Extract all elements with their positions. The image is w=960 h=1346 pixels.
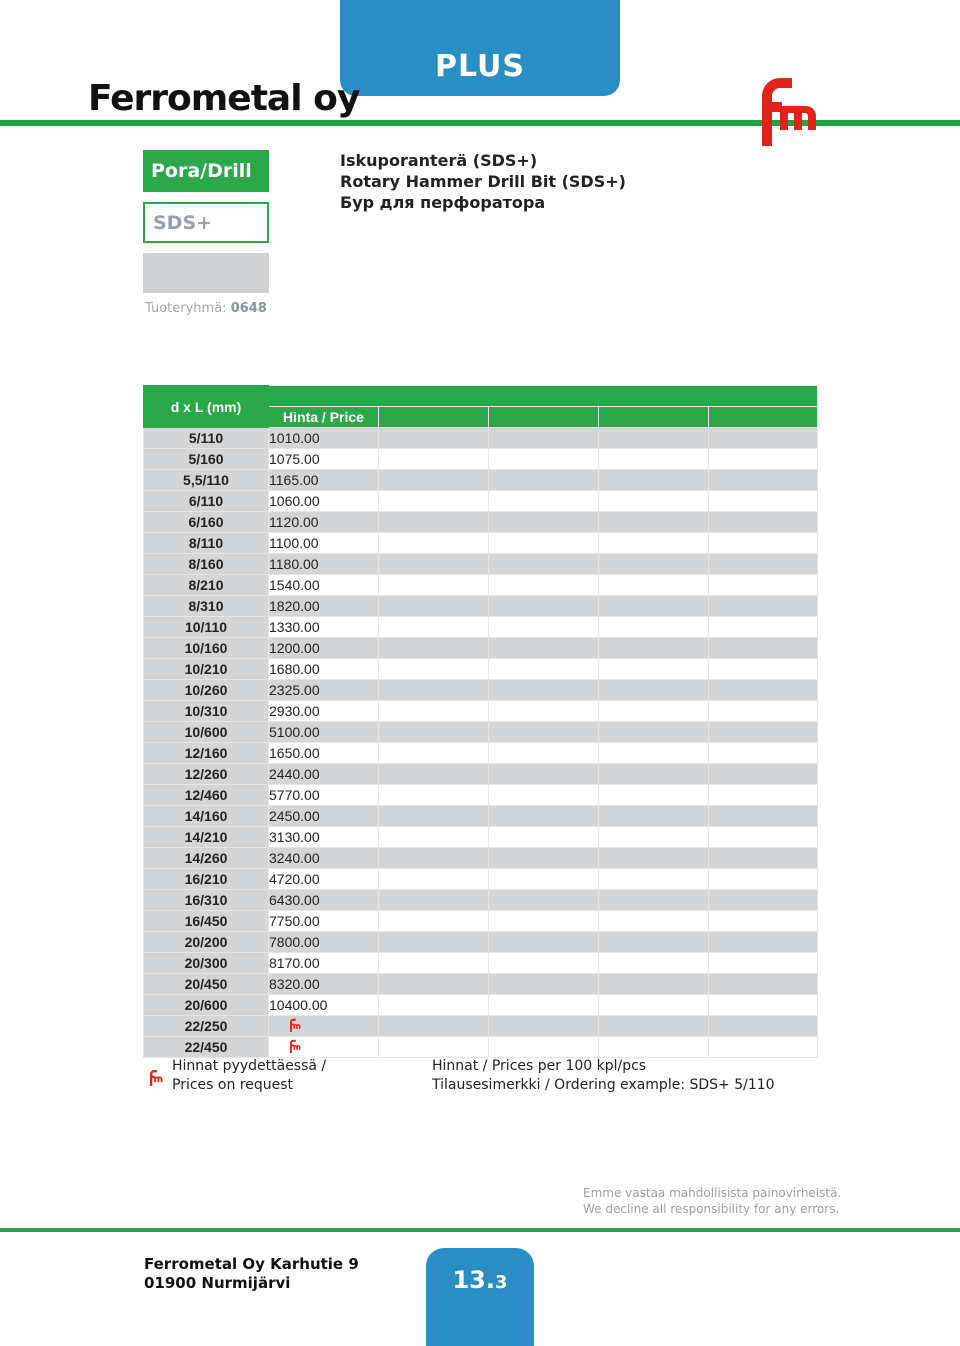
empty-cell (489, 869, 599, 890)
empty-cell (379, 428, 489, 449)
empty-cell (379, 848, 489, 869)
price-cell: 1120.00 (269, 512, 379, 533)
empty-cell (709, 869, 818, 890)
empty-cell (489, 554, 599, 575)
fm-small-icon (149, 1069, 163, 1086)
dimension-cell: 20/600 (144, 995, 269, 1016)
empty-cell (599, 449, 709, 470)
fm-small-icon (289, 1039, 301, 1056)
address-line1: Ferrometal Oy Karhutie 9 (144, 1255, 359, 1273)
price-cell: 1165.00 (269, 470, 379, 491)
empty-cell (709, 995, 818, 1016)
empty-cell (489, 764, 599, 785)
table-row (144, 911, 818, 932)
empty-cell (379, 764, 489, 785)
price-cell: 1200.00 (269, 638, 379, 659)
dimension-cell: 5/160 (144, 449, 269, 470)
dimension-header: d x L (mm) (144, 386, 269, 428)
category-label: Pora/Drill (143, 150, 269, 192)
table-row (144, 659, 818, 680)
price-table (143, 385, 818, 1058)
empty-cell (489, 470, 599, 491)
table-row (144, 869, 818, 890)
empty-cell (709, 638, 818, 659)
dimension-cell: 14/210 (144, 827, 269, 848)
empty-cell (489, 785, 599, 806)
table-row (144, 722, 818, 743)
empty-cell (709, 533, 818, 554)
empty-cell (709, 827, 818, 848)
price-cell: 1680.00 (269, 659, 379, 680)
price-cell: 6430.00 (269, 890, 379, 911)
empty-cell (709, 1016, 818, 1037)
dimension-cell: 16/450 (144, 911, 269, 932)
empty-cell (709, 848, 818, 869)
empty-cell (709, 932, 818, 953)
empty-cell (379, 596, 489, 617)
empty-cell (489, 974, 599, 995)
price-header: Hinta / Price (269, 407, 379, 428)
empty-cell (379, 806, 489, 827)
dimension-cell: 12/160 (144, 743, 269, 764)
empty-cell (599, 953, 709, 974)
empty-cell (599, 470, 709, 491)
dimension-cell: 10/210 (144, 659, 269, 680)
empty-cell (599, 701, 709, 722)
empty-cell (709, 659, 818, 680)
price-cell: 1330.00 (269, 617, 379, 638)
ordering-example-note: Tilausesimerkki / Ordering example: SDS+ 5/110 (432, 1077, 775, 1093)
empty-cell (599, 827, 709, 848)
empty-cell (709, 596, 818, 617)
empty-cell (489, 1037, 599, 1058)
dimension-cell: 22/450 (144, 1037, 269, 1058)
empty-cell (599, 533, 709, 554)
table-row (144, 449, 818, 470)
price-cell: 8170.00 (269, 953, 379, 974)
table-row (144, 470, 818, 491)
empty-cell (599, 638, 709, 659)
empty-cell (599, 764, 709, 785)
empty-cell (379, 1016, 489, 1037)
empty-cell (709, 743, 818, 764)
table-row (144, 512, 818, 533)
empty-cell (489, 575, 599, 596)
empty-cell (709, 974, 818, 995)
empty-cell (379, 995, 489, 1016)
empty-cell (709, 449, 818, 470)
price-request-note (172, 1057, 326, 1095)
page-number-tab (426, 1248, 534, 1346)
table-row (144, 1016, 818, 1037)
price-cell: 5770.00 (269, 785, 379, 806)
empty-cell (599, 596, 709, 617)
price-cell: 2325.00 (269, 680, 379, 701)
empty-cell (599, 806, 709, 827)
empty-cell (709, 785, 818, 806)
empty-cell (599, 617, 709, 638)
empty-cell (379, 890, 489, 911)
dimension-cell: 10/110 (144, 617, 269, 638)
empty-cell (599, 995, 709, 1016)
disclaimer-english: We decline all responsibility for any errors. (583, 1202, 840, 1216)
table-row (144, 1037, 818, 1058)
price-cell: 5100.00 (269, 722, 379, 743)
dimension-cell: 20/200 (144, 932, 269, 953)
price-cell: 7750.00 (269, 911, 379, 932)
dimension-cell: 20/450 (144, 974, 269, 995)
empty-cell (489, 827, 599, 848)
product-group-value: 0648 (230, 301, 267, 316)
plus-tab (340, 0, 620, 96)
empty-cell (379, 512, 489, 533)
address-line2: 01900 Nurmijärvi (144, 1274, 291, 1292)
table-row (144, 953, 818, 974)
empty-cell (709, 491, 818, 512)
empty-cell (379, 932, 489, 953)
table-row (144, 617, 818, 638)
price-cell: 1540.00 (269, 575, 379, 596)
empty-cell (489, 890, 599, 911)
fm-small-icon (289, 1018, 301, 1035)
empty-cell (709, 953, 818, 974)
empty-cell (709, 806, 818, 827)
empty-cell (599, 659, 709, 680)
empty-cell (379, 533, 489, 554)
price-cell: 2930.00 (269, 701, 379, 722)
empty-cell (379, 722, 489, 743)
empty-cell (379, 785, 489, 806)
empty-cell (599, 890, 709, 911)
product-group (145, 301, 267, 316)
price-cell: 10400.00 (269, 995, 379, 1016)
dimension-cell: 12/260 (144, 764, 269, 785)
price-request-line1: Hinnat pyydettäessä / (172, 1058, 327, 1074)
empty-cell (489, 806, 599, 827)
empty-cell (489, 533, 599, 554)
empty-cell (709, 512, 818, 533)
dimension-cell: 6/160 (144, 512, 269, 533)
empty-cell (379, 953, 489, 974)
table-row (144, 575, 818, 596)
table-row (144, 848, 818, 869)
dimension-cell: 10/160 (144, 638, 269, 659)
price-on-request-cell (269, 1016, 379, 1037)
empty-cell (709, 764, 818, 785)
price-cell: 4720.00 (269, 869, 379, 890)
empty-cell (379, 470, 489, 491)
price-cell: 7800.00 (269, 932, 379, 953)
dimension-cell: 8/210 (144, 575, 269, 596)
title-finnish: Iskuporanterä (SDS+) (340, 151, 538, 170)
dimension-cell: 14/260 (144, 848, 269, 869)
dimension-cell: 16/210 (144, 869, 269, 890)
empty-cell (599, 911, 709, 932)
title-russian: Бур для перфоратора (340, 193, 546, 212)
empty-cell (379, 911, 489, 932)
table-row (144, 533, 818, 554)
price-cell: 1820.00 (269, 596, 379, 617)
empty-cell (599, 932, 709, 953)
empty-cell (709, 680, 818, 701)
empty-cell (709, 575, 818, 596)
grey-placeholder-block (143, 253, 269, 293)
table-row (144, 827, 818, 848)
pricing-info-note (432, 1057, 775, 1095)
table-row (144, 785, 818, 806)
empty-cell (489, 953, 599, 974)
price-cell: 1100.00 (269, 533, 379, 554)
empty-cell (489, 638, 599, 659)
empty-cell (709, 1037, 818, 1058)
empty-cell (379, 617, 489, 638)
plus-label: PLUS (434, 49, 525, 84)
empty-cell (489, 512, 599, 533)
price-request-line2: Prices on request (172, 1077, 294, 1093)
dimension-cell: 20/300 (144, 953, 269, 974)
table-row (144, 638, 818, 659)
empty-cell (379, 827, 489, 848)
table-row (144, 932, 818, 953)
price-cell: 1060.00 (269, 491, 379, 512)
table-row (144, 974, 818, 995)
empty-cell (599, 785, 709, 806)
company-address (144, 1255, 359, 1293)
empty-cell (489, 449, 599, 470)
table-row (144, 428, 818, 449)
empty-cell (599, 491, 709, 512)
footer-divider (0, 1228, 960, 1232)
empty-cell (709, 701, 818, 722)
empty-cell (599, 512, 709, 533)
price-cell: 2450.00 (269, 806, 379, 827)
price-cell: 2440.00 (269, 764, 379, 785)
dimension-cell: 8/110 (144, 533, 269, 554)
price-on-request-cell (269, 1037, 379, 1058)
dimension-cell: 5/110 (144, 428, 269, 449)
empty-cell (709, 722, 818, 743)
empty-cell (599, 722, 709, 743)
dimension-cell: 5,5/110 (144, 470, 269, 491)
disclaimer (583, 1185, 841, 1217)
empty-cell (489, 596, 599, 617)
product-titles (340, 150, 626, 213)
dimension-cell: 14/160 (144, 806, 269, 827)
empty-cell (599, 1037, 709, 1058)
empty-cell (709, 428, 818, 449)
prices-per-note: Hinnat / Prices per 100 kpl/pcs (432, 1058, 647, 1074)
empty-cell (599, 554, 709, 575)
empty-cell (379, 680, 489, 701)
empty-cell (489, 911, 599, 932)
empty-cell (379, 974, 489, 995)
empty-cell (489, 701, 599, 722)
table-row (144, 764, 818, 785)
empty-cell (599, 848, 709, 869)
price-cell: 1650.00 (269, 743, 379, 764)
empty-cell (489, 1016, 599, 1037)
empty-cell (599, 974, 709, 995)
dimension-cell: 10/310 (144, 701, 269, 722)
product-group-label: Tuoteryhmä: (145, 301, 227, 316)
table-row (144, 596, 818, 617)
empty-cell (379, 575, 489, 596)
table-row (144, 680, 818, 701)
empty-cell (379, 554, 489, 575)
dimension-cell: 8/160 (144, 554, 269, 575)
price-cell: 1075.00 (269, 449, 379, 470)
price-cell: 1010.00 (269, 428, 379, 449)
empty-cell (709, 890, 818, 911)
table-row (144, 491, 818, 512)
price-cell: 3130.00 (269, 827, 379, 848)
empty-cell (709, 554, 818, 575)
empty-cell (599, 575, 709, 596)
price-cell: 3240.00 (269, 848, 379, 869)
table-row (144, 995, 818, 1016)
table-row (144, 806, 818, 827)
empty-cell (489, 932, 599, 953)
page-number-minor: 3 (494, 1272, 508, 1293)
title-english: Rotary Hammer Drill Bit (SDS+) (340, 172, 626, 191)
dimension-cell: 8/310 (144, 596, 269, 617)
empty-cell (489, 491, 599, 512)
table-row (144, 890, 818, 911)
empty-cell (379, 1037, 489, 1058)
disclaimer-finnish: Emme vastaa mahdollisista painovirheistä. (583, 1186, 842, 1200)
empty-cell (379, 449, 489, 470)
empty-cell (379, 869, 489, 890)
empty-cell (599, 1016, 709, 1037)
price-cell: 8320.00 (269, 974, 379, 995)
empty-cell (599, 869, 709, 890)
empty-cell (709, 911, 818, 932)
empty-cell (489, 617, 599, 638)
empty-cell (709, 470, 818, 491)
empty-cell (599, 680, 709, 701)
empty-cell (379, 743, 489, 764)
empty-cell (379, 491, 489, 512)
company-logo: Ferrometal oy (88, 78, 360, 119)
empty-cell (489, 680, 599, 701)
empty-cell (489, 722, 599, 743)
table-row (144, 554, 818, 575)
empty-cell (489, 995, 599, 1016)
dimension-cell: 12/460 (144, 785, 269, 806)
page-number-major: 13. (452, 1266, 495, 1294)
empty-cell (379, 659, 489, 680)
dimension-cell: 16/310 (144, 890, 269, 911)
table-row (144, 743, 818, 764)
empty-cell (379, 701, 489, 722)
empty-cell (489, 848, 599, 869)
empty-cell (489, 428, 599, 449)
table-row (144, 701, 818, 722)
dimension-cell: 10/260 (144, 680, 269, 701)
dimension-cell: 22/250 (144, 1016, 269, 1037)
fm-logo-icon (758, 74, 818, 146)
empty-cell (489, 659, 599, 680)
empty-cell (599, 428, 709, 449)
empty-cell (379, 638, 489, 659)
price-cell: 1180.00 (269, 554, 379, 575)
dimension-cell: 6/110 (144, 491, 269, 512)
empty-cell (489, 743, 599, 764)
empty-cell (599, 743, 709, 764)
subcategory-label: SDS+ (143, 202, 269, 243)
dimension-cell: 10/600 (144, 722, 269, 743)
empty-cell (709, 617, 818, 638)
